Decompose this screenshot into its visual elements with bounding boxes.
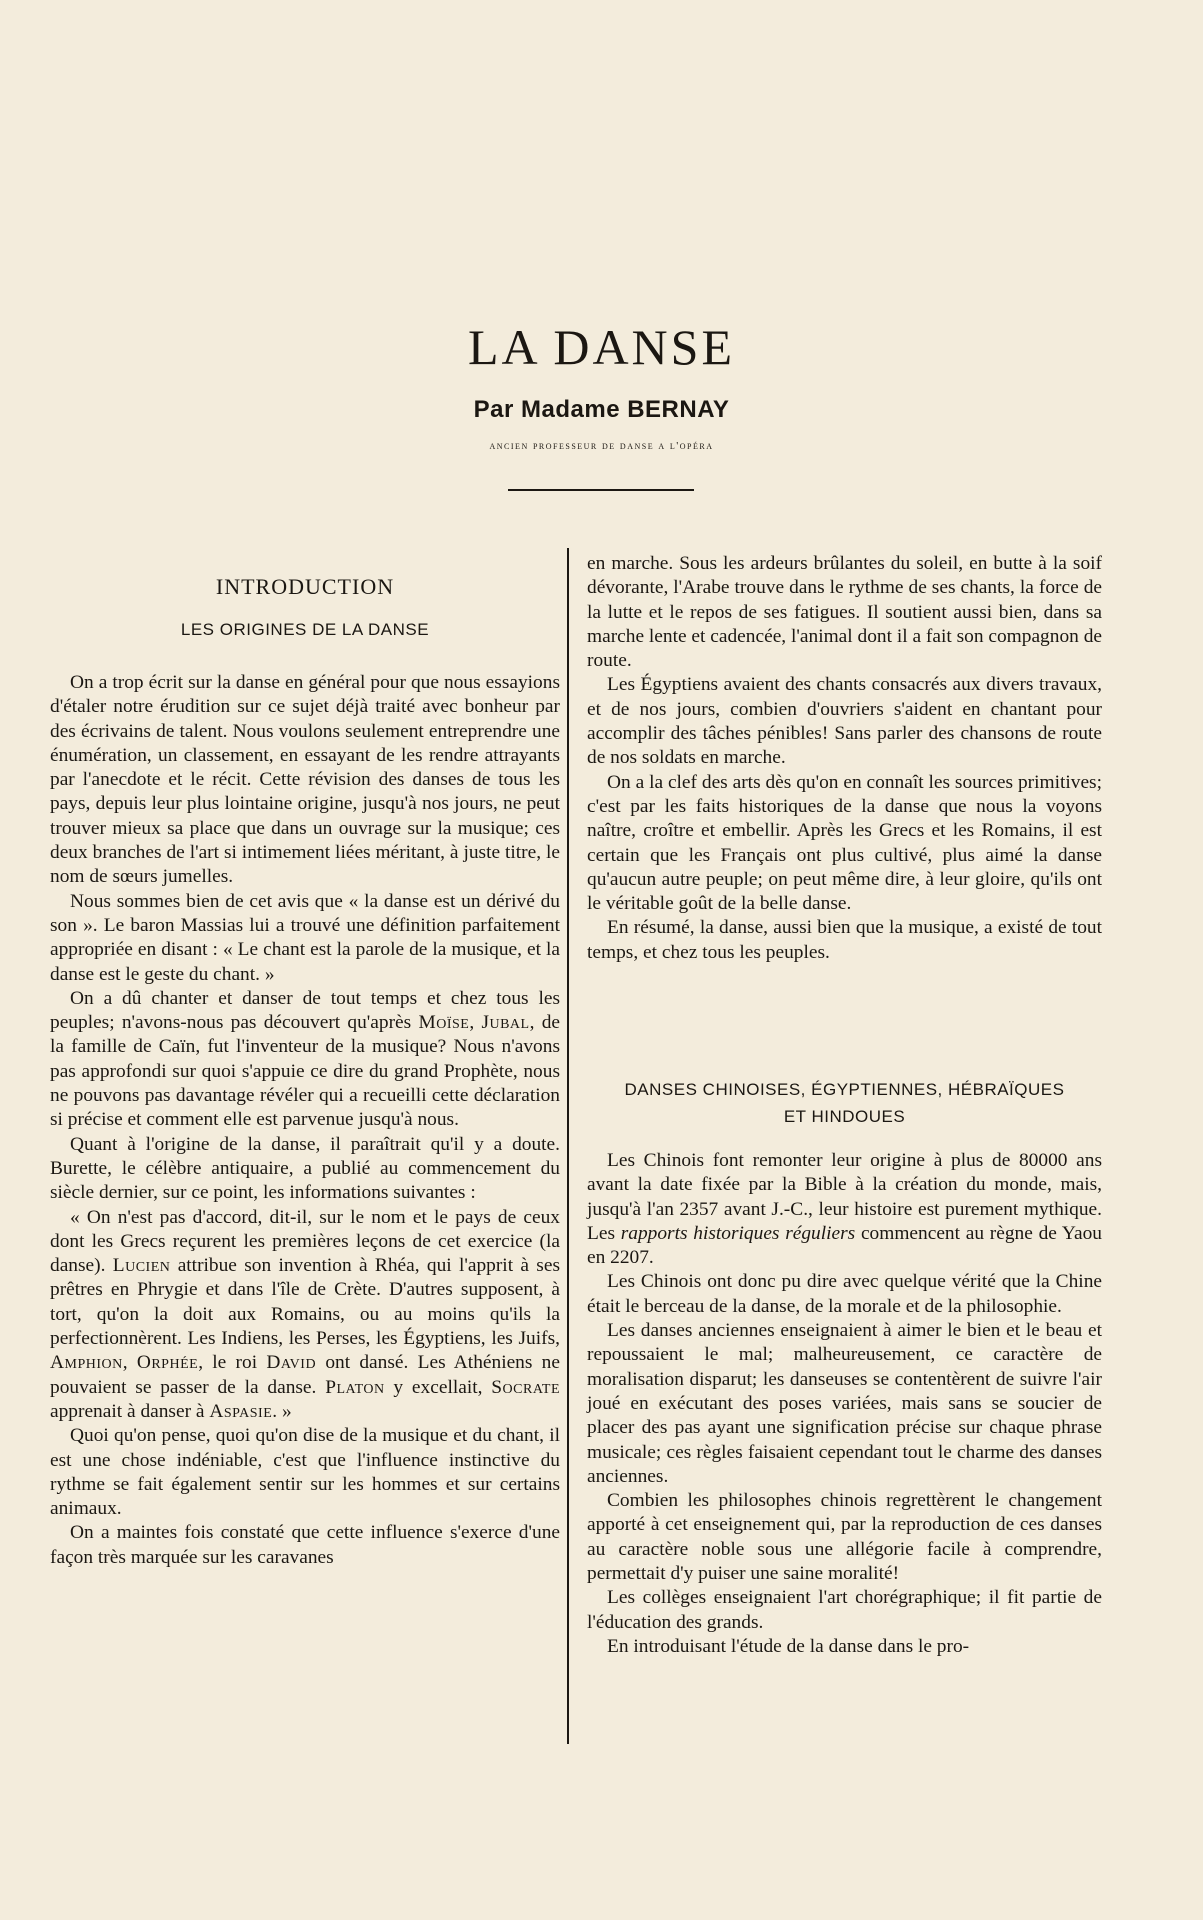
text-run: , [469, 1012, 482, 1034]
origins-subheading: LES ORIGINES DE LA DANSE [180, 620, 430, 639]
text-run: apprenait à danser à [50, 1400, 210, 1422]
name-jubal: Jubal [481, 1012, 530, 1034]
section-heading [587, 1076, 1102, 1130]
text-run: ont dansé. Les Athéniens ne pouvaient se passer de la danse. [50, 1352, 560, 1398]
column-divider [567, 548, 569, 1744]
text-run: « On n'est pas d'accord, dit-il, sur le nom et le pays de ceux dont les Grecs reçurent les premières leçons de cet exercice (la danse). [50, 1206, 560, 1277]
paragraph [50, 1206, 560, 1425]
paragraph: En résumé, la danse, aussi bien que la musique, a existé de tout temps, et chez tous les peuples. [587, 917, 1102, 963]
author-affiliation: ancien professeur de danse a l'opéra [489, 440, 714, 452]
page-title: LA DANSE [467, 319, 736, 375]
right-column-top [587, 552, 1102, 965]
paragraph: Nous sommes bien de cet avis que « la danse est un dérivé du son ». Le baron Massias lui a trouvé une définition parfaitement appropriée en disant : « Le chant est la parole de la musique, et la danse est le geste du chant. » [50, 890, 560, 985]
title-rule [508, 489, 694, 491]
name-david: David [266, 1352, 317, 1374]
paragraph-continuation: en marche. Sous les ardeurs brûlantes du soleil, en butte à la soif dévorante, l'Arabe trouve dans le rythme de ses chants, la force de la lutte et le repos de ses fatigues. Il soutient aussi bien, dans sa marche lente et cadencée, l'animal dont il a fait son compagnon de route. [587, 553, 1102, 672]
section-heading-line: ET HINDOUES [783, 1107, 906, 1126]
text-run: On a dû chanter et danser de tout temps et chez tous les peuples; n'avons-nous pas découvert qu'après [50, 987, 560, 1034]
text-run: , de la famille de Caïn, fut l'inventeur de la musique? Nous n'avons pas approfondi sur quoi s'appuie ce dire du grand Prophète, nous ne pouvons pas davantage révéler qui a recueilli cette déclaration si précise et comment elle est parvenue jusqu'à nous. [50, 1012, 561, 1131]
paragraph: On a trop écrit sur la danse en général pour que nous essayions d'étaler notre érudition sur ce sujet déjà traité avec bonheur par des écrivains de talent. Nous voulons seulement entreprendre une énumération, un classement, en essayant de les rendre attrayants par l'anecdote et le récit. Cette révision des danses de tous les pays, depuis leur plus lointaine origine, jusqu'à nos jours, ne peut trouver mieux sa place que dans un ouvrage sur la musique; ces deux branches de l'art si intimement liées méritant, à juste titre, le nom de sœurs jumelles. [50, 672, 560, 888]
paragraph: On a la clef des arts dès qu'on en connaît les sources primitives; c'est par les faits historiques de la danse que nous la voyons naître, croître et embellir. Après les Grecs et les Romains, il est certain que les Français ont plus cultivé, plus aimé la danse qu'aucun autre peuple; on peut même dire, à leur gloire, qu'ils ont le véritable goût de la belle danse. [587, 771, 1102, 915]
text-run: Les Chinois font remonter leur origine à plus de 80000 ans avant la date fixée par la Bible à la création du monde, mais, jusqu'à l'an 2357 avant J.-C., leur histoire est purement mythique. Les [587, 1150, 1102, 1244]
paragraph [587, 1149, 1102, 1270]
name-orphee: Orphée [136, 1352, 199, 1374]
paragraph: Les collèges enseignaient l'art chorégraphique; il fit partie de l'éducation des grands. [587, 1587, 1102, 1633]
text-run: . » [272, 1400, 292, 1422]
paragraph: En introduisant l'étude de la danse dans le pro- [607, 1635, 970, 1657]
name-socrate: Socrate [491, 1376, 560, 1398]
name-moise: Moïse [418, 1012, 470, 1034]
paragraph: Combien les philosophes chinois regrettèrent le changement apporté à cet enseignement qui, par la reproduction de ces danses au caractère noble sous une allégorie facile à comprendre, permettait d'y puiser une saine moralité! [587, 1490, 1102, 1585]
name-aspasie: Aspasie [209, 1400, 273, 1422]
right-column-bottom [587, 1149, 1102, 1659]
paragraph: Les danses anciennes enseignaient à aimer le bien et le beau et repoussaient le mal; malheureusement, ce caractère de moralisation disparut; les danseuses se contentèrent de suivre l'air joué en exécutant des poses variées, mais sans se soucier de placer des pas ayant une signification précise sur chaque phrase musicale; ces règles faisaient cependant tout le charme des danses anciennes. [587, 1320, 1102, 1487]
introduction-heading: INTRODUCTION [215, 574, 395, 599]
paragraph: Quant à l'origine de la danse, il paraîtrait qu'il y a doute. Burette, le célèbre antiquaire, a publié au commencement du siècle dernier, sur ce point, les informations suivantes : [50, 1133, 560, 1204]
author-byline: Par Madame BERNAY [473, 396, 730, 423]
name-platon: Platon [325, 1376, 385, 1398]
text-run: attribue son invention à Rhéa, qui l'apprit à ses prêtres en Phrygie et dans l'île de Crète. D'autres supposent, à tort, qu'on la doit aux Romains, ou au moins qu'ils la perfectionnèrent. Les Indiens, les Perses, les Égyptiens, les Juifs, [50, 1255, 560, 1350]
text-run: , [122, 1352, 137, 1374]
section-heading-line: DANSES CHINOISES, ÉGYPTIENNES, HÉBRAÏQUES [624, 1080, 1065, 1099]
paragraph: Quoi qu'on pense, quoi qu'on dise de la musique et du chant, il est une chose indéniable, c'est que l'influence instinctive du rythme se fait également sentir sur les hommes et sur certains animaux. [50, 1425, 560, 1520]
paragraph [50, 987, 560, 1133]
paragraph: On a maintes fois constaté que cette influence s'exerce d'une façon très marquée sur les caravanes [50, 1522, 560, 1568]
paragraph: Les Égyptiens avaient des chants consacrés aux divers travaux, et de nos jours, combien d'ouvriers s'aident en chantant pour accomplir des tâches pénibles! Sans parler des chansons de route de nos soldats en marche. [587, 674, 1102, 769]
text-run: , le roi [198, 1352, 267, 1374]
italic-phrase: rapports historiques réguliers [620, 1222, 856, 1244]
text-run: y excellait, [384, 1376, 492, 1398]
name-amphion: Amphion [50, 1352, 123, 1374]
paragraph: Les Chinois ont donc pu dire avec quelque vérité que la Chine était le berceau de la danse, de la morale et de la philosophie. [587, 1271, 1102, 1317]
text-run: commencent au règne de Yaou en 2207. [587, 1222, 1102, 1269]
left-column [50, 671, 560, 1570]
name-lucien: Lucien [112, 1255, 171, 1277]
